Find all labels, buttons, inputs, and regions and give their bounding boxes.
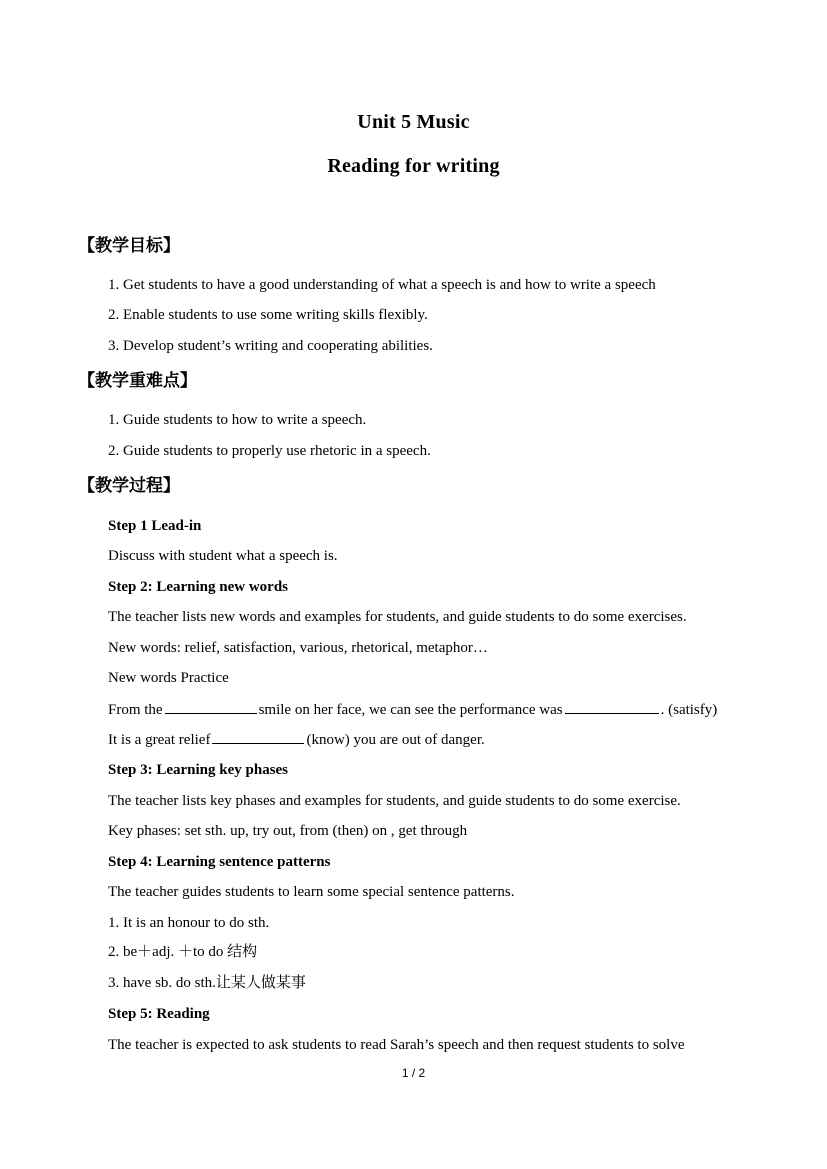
step-heading: Step 3: Learning key phases <box>108 762 289 778</box>
sentence-pattern: 1. It is an honour to do sth. <box>108 915 270 931</box>
document-title: Unit 5 Music <box>357 111 470 133</box>
exercise-text: From the <box>108 702 163 718</box>
page-number: 1 / 2 <box>401 1066 426 1080</box>
objective-item: 1. Get students to have a good understanding of what a speech is and how to write a speech <box>108 277 656 293</box>
objective-item: 3. Develop student’s writing and cooperating abilities. <box>108 338 433 354</box>
section-heading-key-points: 【教学重难点】 <box>78 371 197 391</box>
fill-in-blank <box>212 729 304 744</box>
step-text: The teacher guides students to learn some special sentence patterns. <box>108 884 515 900</box>
new-words-list: New words: relief, satisfaction, various, rhetorical, metaphor… <box>108 640 488 656</box>
exercise-text: It is a great relief <box>108 732 211 748</box>
step-heading: Step 4: Learning sentence patterns <box>108 854 331 870</box>
step-text: The teacher is expected to ask students to read Sarah’s speech and then request students to solve <box>108 1037 685 1053</box>
step-text: The teacher lists key phases and examples for students, and guide students to do some exercise. <box>108 793 681 809</box>
fill-in-blank <box>565 699 659 714</box>
sentence-pattern: 3. have sb. do sth.让某人做某事 <box>108 975 306 991</box>
fill-in-blank <box>165 699 257 714</box>
key-point-item: 2. Guide students to properly use rhetoric in a speech. <box>108 443 431 459</box>
document-subtitle: Reading for writing <box>327 155 500 177</box>
objective-item: 2. Enable students to use some writing skills flexibly. <box>108 307 428 323</box>
key-phases-list: Key phases: set sth. up, try out, from (then) on , get through <box>108 823 468 839</box>
key-point-item: 1. Guide students to how to write a speech. <box>108 412 367 428</box>
step-text: The teacher lists new words and examples for students, and guide students to do some exercises. <box>108 609 687 625</box>
step-heading: Step 2: Learning new words <box>108 579 289 595</box>
step-heading: Step 5: Reading <box>108 1006 210 1022</box>
exercise-text: . (satisfy) <box>660 702 718 718</box>
sentence-pattern: 2. be＋adj. ＋to do 结构 <box>108 944 258 960</box>
exercise-text: (know) you are out of danger. <box>306 732 485 748</box>
exercise-sentence <box>108 729 485 750</box>
section-heading-objectives: 【教学目标】 <box>78 236 180 256</box>
step-heading: Step 1 Lead-in <box>108 518 202 534</box>
practice-label: New words Practice <box>108 670 229 686</box>
section-heading-process: 【教学过程】 <box>78 476 180 496</box>
step-text: Discuss with student what a speech is. <box>108 548 338 564</box>
exercise-sentence <box>108 699 717 720</box>
exercise-text: smile on her face, we can see the performance was <box>258 702 563 718</box>
